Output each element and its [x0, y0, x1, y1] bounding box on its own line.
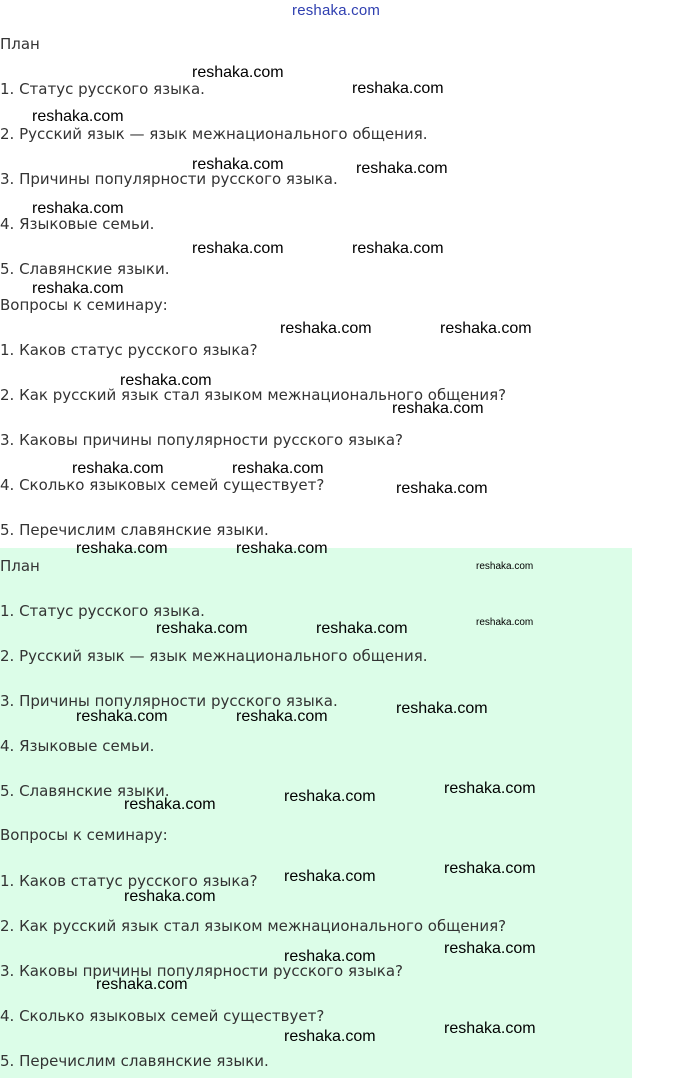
watermark: reshaka.com — [280, 320, 372, 337]
watermark: reshaka.com — [232, 460, 324, 477]
watermark: reshaka.com — [284, 868, 376, 885]
watermark: reshaka.com — [284, 948, 376, 965]
question-item: 1. Каков статус русского языка? — [0, 872, 258, 890]
question-item: 3. Каковы причины популярности русского языка? — [0, 962, 404, 980]
watermark: reshaka.com — [120, 372, 212, 389]
question-item: 1. Каков статус русского языка? — [0, 341, 258, 359]
question-item: 5. Перечислим славянские языки. — [0, 1052, 269, 1070]
watermark: reshaka.com — [284, 1028, 376, 1045]
watermark: reshaka.com — [124, 796, 216, 813]
watermark: reshaka.com — [396, 480, 488, 497]
plan-item: 5. Славянские языки. — [0, 260, 170, 278]
watermark: reshaka.com — [96, 976, 188, 993]
watermark: reshaka.com — [444, 860, 536, 877]
watermark: reshaka.com — [476, 561, 534, 572]
watermark: reshaka.com — [192, 156, 284, 173]
plan-item: 5. Славянские языки. — [0, 782, 170, 800]
watermark: reshaka.com — [156, 620, 248, 637]
question-item: 4. Сколько языковых семей существует? — [0, 1007, 325, 1025]
questions-title: Вопросы к семинару: — [0, 826, 168, 844]
plan-item: 2. Русский язык — язык межнационального общения. — [0, 125, 428, 143]
question-item: 2. Как русский язык стал языком межнационального общения? — [0, 386, 507, 404]
plan-item: 2. Русский язык — язык межнационального общения. — [0, 647, 428, 665]
watermark: reshaka.com — [32, 108, 124, 125]
watermark: reshaka.com — [192, 240, 284, 257]
watermark: reshaka.com — [76, 540, 168, 557]
plan-title: План — [0, 35, 40, 53]
watermark: reshaka.com — [356, 160, 448, 177]
watermark: reshaka.com — [352, 80, 444, 97]
watermark: reshaka.com — [316, 620, 408, 637]
plan-item: 4. Языковые семьи. — [0, 215, 155, 233]
question-item: 5. Перечислим славянские языки. — [0, 521, 269, 539]
watermark: reshaka.com — [444, 940, 536, 957]
watermark: reshaka.com — [396, 700, 488, 717]
watermark: reshaka.com — [476, 617, 534, 628]
site-link[interactable]: reshaka.com — [292, 2, 381, 19]
watermark: reshaka.com — [352, 240, 444, 257]
watermark: reshaka.com — [72, 460, 164, 477]
plan-item: 1. Статус русского языка. — [0, 80, 205, 98]
watermark: reshaka.com — [76, 708, 168, 725]
watermark: reshaka.com — [32, 200, 124, 217]
watermark: reshaka.com — [32, 280, 124, 297]
watermark: reshaka.com — [284, 788, 376, 805]
question-item: 4. Сколько языковых семей существует? — [0, 476, 325, 494]
watermark: reshaka.com — [124, 888, 216, 905]
plan-item: 4. Языковые семьи. — [0, 737, 155, 755]
watermark: reshaka.com — [236, 708, 328, 725]
watermark: reshaka.com — [440, 320, 532, 337]
question-item: 2. Как русский язык стал языком межнационального общения? — [0, 917, 507, 935]
watermark: reshaka.com — [444, 1020, 536, 1037]
plan-item: 3. Причины популярности русского языка. — [0, 692, 338, 710]
watermark: reshaka.com — [392, 400, 484, 417]
plan-title: План — [0, 557, 40, 575]
watermark: reshaka.com — [444, 780, 536, 797]
question-item: 3. Каковы причины популярности русского языка? — [0, 431, 404, 449]
watermark: reshaka.com — [192, 64, 284, 81]
questions-title: Вопросы к семинару: — [0, 296, 168, 314]
plan-item: 3. Причины популярности русского языка. — [0, 170, 338, 188]
plan-item: 1. Статус русского языка. — [0, 602, 205, 620]
watermark: reshaka.com — [236, 540, 328, 557]
